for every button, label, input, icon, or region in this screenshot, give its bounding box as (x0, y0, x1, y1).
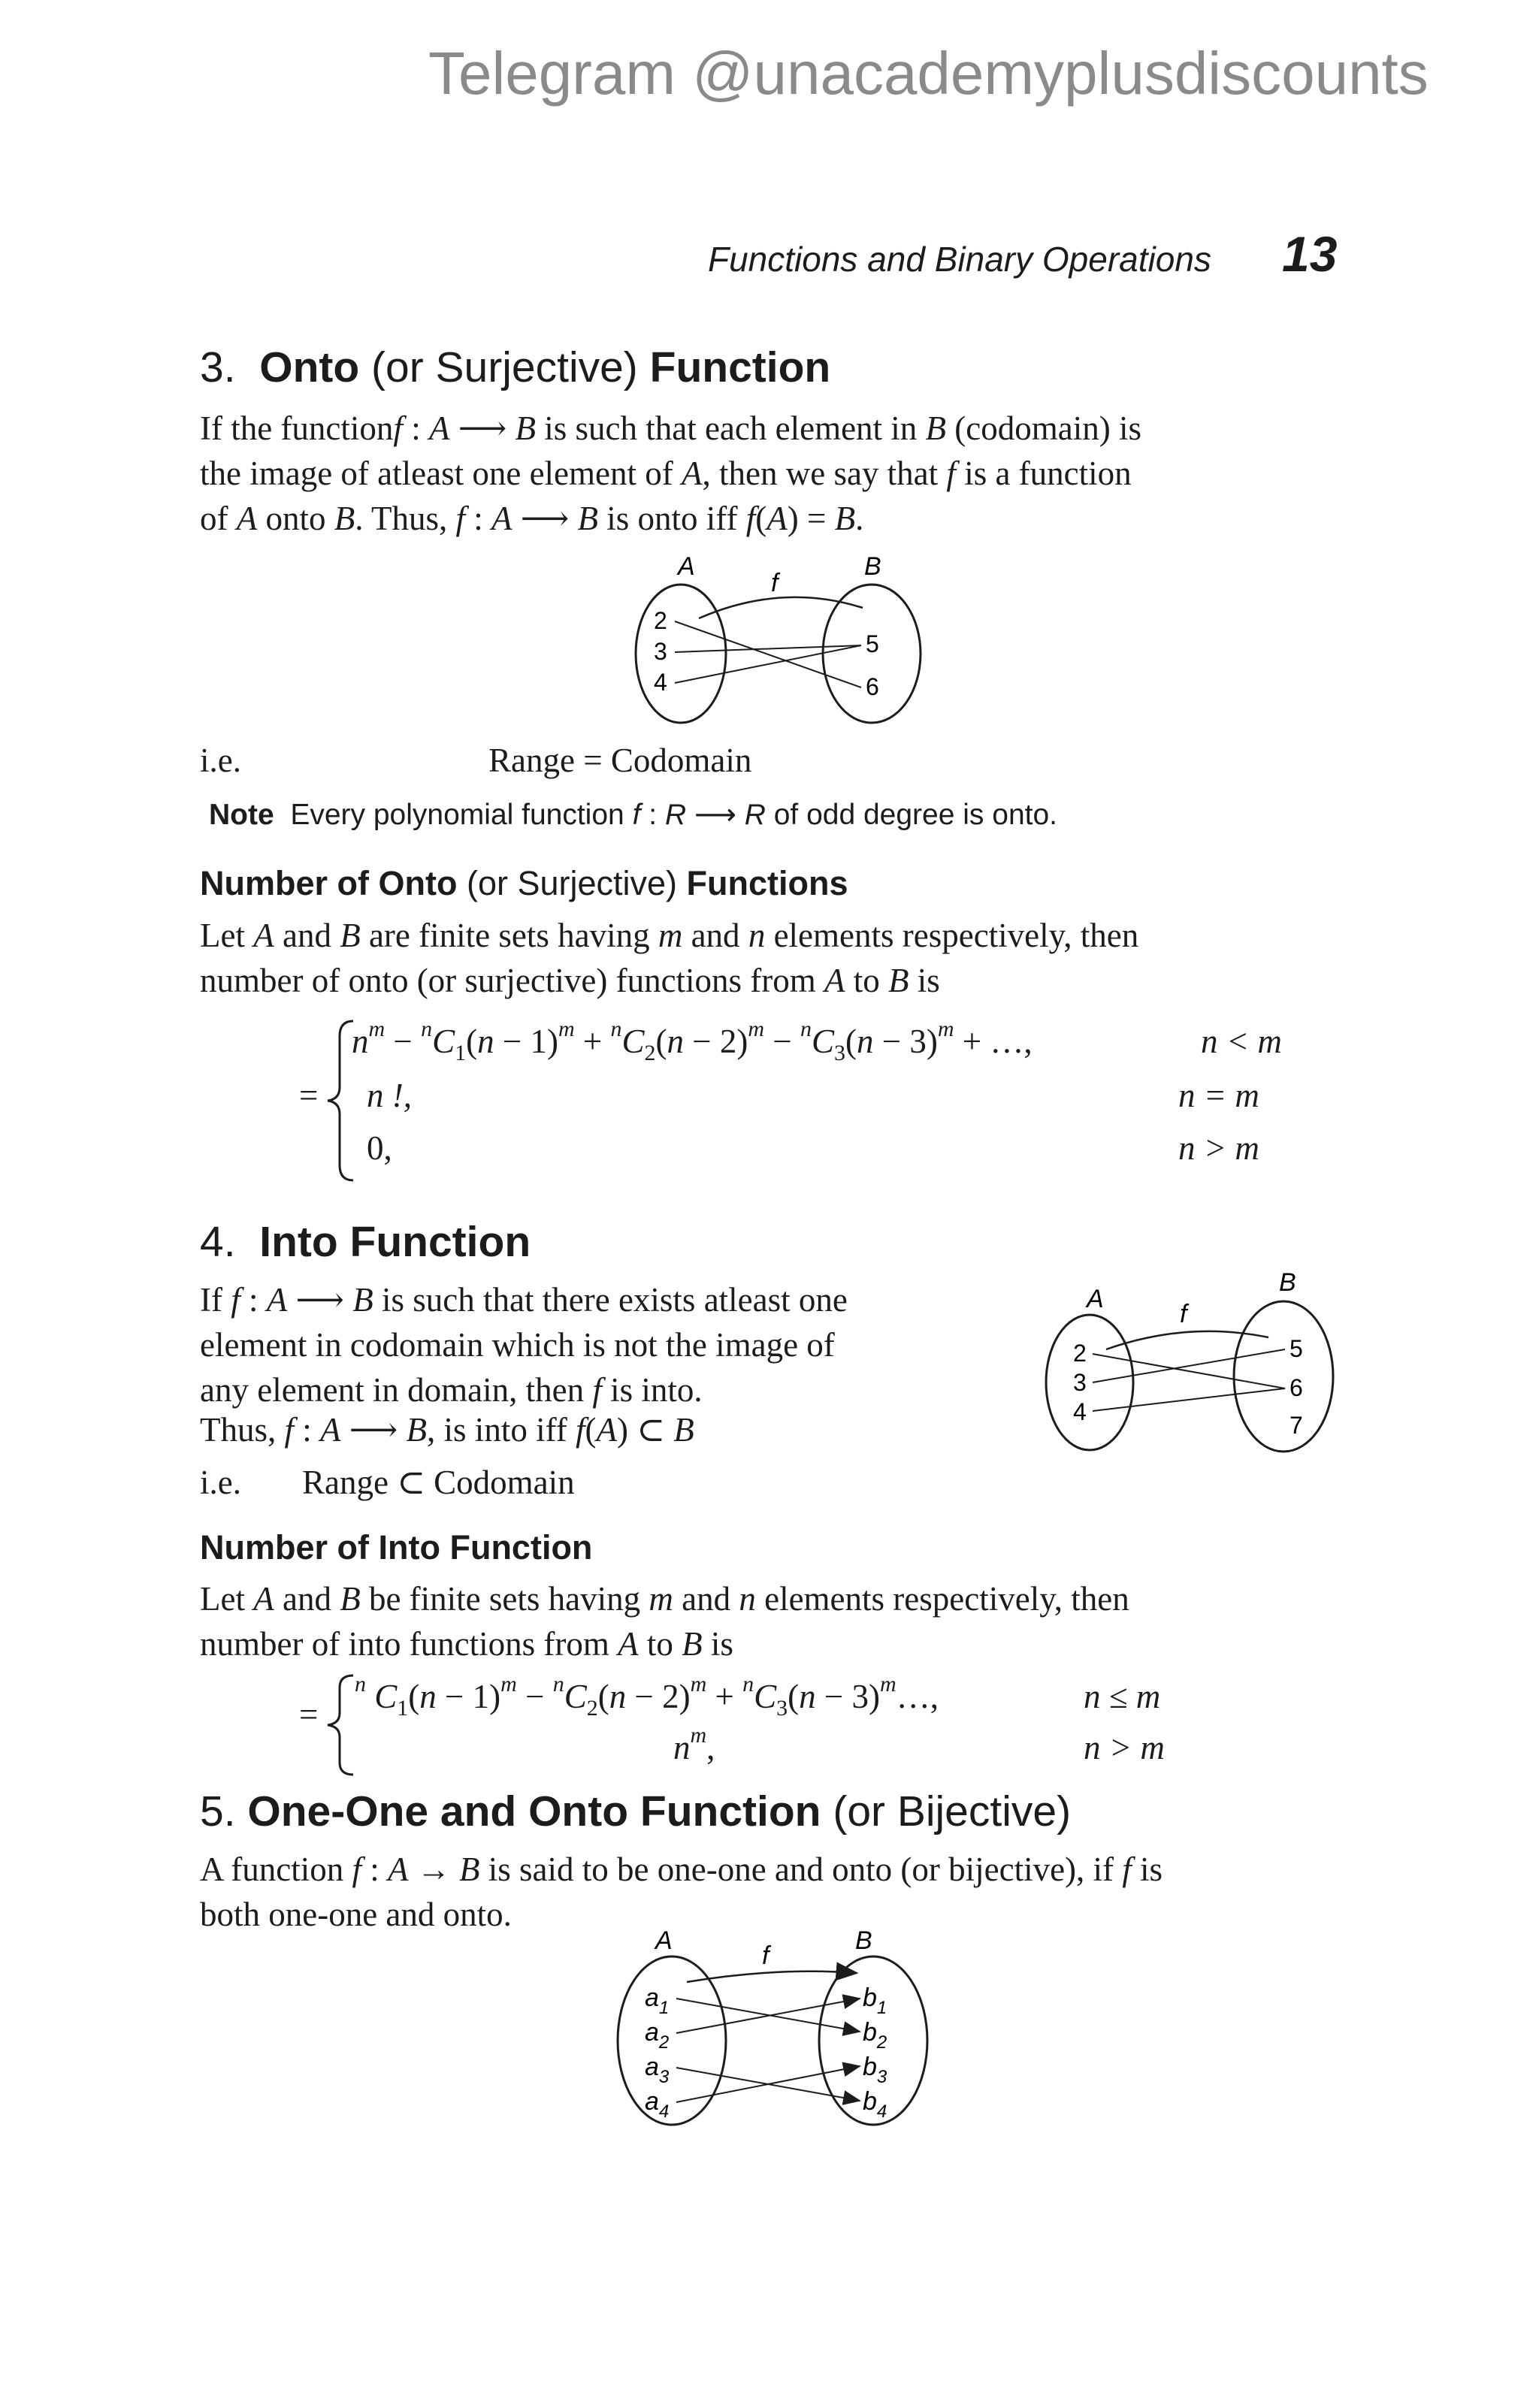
page-number: 13 (1282, 226, 1338, 282)
b-item: 7 (1290, 1412, 1303, 1439)
ie-label-2: i.e. (200, 1464, 241, 1501)
a-item: 2 (654, 607, 667, 634)
a-item: 4 (1073, 1398, 1087, 1425)
set-b-label: B (1279, 1268, 1296, 1297)
set-a-ellipse (1046, 1315, 1133, 1450)
a-item: $a_2$ (645, 2018, 670, 2053)
into-case-2-condition: n > m (1084, 1729, 1165, 1766)
set-a-label: A (678, 552, 695, 581)
onto-case-2: n !, (367, 1077, 412, 1114)
into-formula-case-2: $n^m$, (673, 1723, 715, 1766)
section-4-heading: 4. Into Function (200, 1218, 531, 1266)
mapping-line (1093, 1388, 1285, 1411)
function-label: f (1180, 1300, 1187, 1328)
set-b-label: B (864, 552, 881, 581)
onto-case-1-condition: n < m (1201, 1023, 1282, 1060)
mapping-line (1093, 1354, 1285, 1388)
range-subset-codomain: Range ⊂ Codomain (302, 1464, 575, 1501)
set-a-ellipse (636, 585, 726, 723)
note-label: Note (209, 799, 274, 831)
function-arrow (687, 1971, 857, 1982)
b-item: 5 (866, 630, 879, 657)
set-b-ellipse (1234, 1301, 1333, 1452)
set-b-label: B (855, 1926, 872, 1955)
set-a-ellipse (618, 1956, 726, 2125)
a-item: $a_4$ (645, 2087, 670, 2122)
set-a-label: A (1087, 1285, 1104, 1313)
a-item: 2 (1073, 1340, 1087, 1367)
onto-case-2-condition: n = m (1178, 1077, 1259, 1114)
section-5-paragraph: A function f : A → B is said to be one-one and onto (or bijective), if f is both one-one and onto. (200, 1851, 1163, 1933)
section-3-paragraph: If the functionf : A ⟶ B is such that each element in B (codomain) is the image of atleast one element of A, then we say that f is a function of A onto B. Thus, f : A ⟶ B is onto iff f(A) = B. (200, 409, 1141, 537)
onto-case-3-condition: n > m (1178, 1129, 1259, 1167)
into-formula-case-1: $^n$ $C_1(n - 1)^m - ^nC_2(n - 2)^m + ^nC_3(n$ − $3)^m\dots$, (355, 1672, 939, 1721)
onto-case-3: 0, (367, 1129, 392, 1167)
b-item: $b_4$ (863, 2087, 887, 2122)
bijective-mapping-diagram (606, 1920, 951, 2146)
onto-formula-case-1: $n^m - ^nC_1(n - 1)^m + ^nC_2(n - 2)^m - ^nC_3(n - 3)^m$ + …, (352, 1017, 1033, 1065)
into-formula-equals: = (299, 1696, 319, 1733)
range-equals-codomain: Range = Codomain (488, 742, 752, 779)
a-item: 3 (1073, 1369, 1087, 1396)
into-condition: Thus, f : A ⟶ B, is into iff f(A) ⊂ B (200, 1411, 694, 1449)
ie-label: i.e. (200, 742, 241, 779)
onto-formula-equals: = (299, 1077, 319, 1114)
into-count-paragraph: Let A and B be finite sets having m and n elements respectively, then number of into functions from A to B is (200, 1580, 1129, 1663)
b-item: 6 (1290, 1374, 1303, 1401)
watermark: Telegram @unacademyplusdiscounts (428, 40, 1429, 107)
a-item: 3 (654, 638, 667, 665)
a-item: 4 (654, 669, 667, 696)
mapping-line (1093, 1349, 1285, 1382)
onto-count-paragraph: Let A and B are finite sets having m and n elements respectively, then number of onto (or surjective) functions from A to B is (200, 917, 1139, 999)
note: Note Every polynomial function f : R ⟶ R of odd degree is onto. (209, 799, 1057, 831)
into-mapping-diagram (1045, 1268, 1360, 1464)
chapter-title: Functions and Binary Operations (708, 240, 1211, 279)
section-5-heading: 5. One-One and Onto Function (or Bijective) (200, 1787, 1072, 1835)
into-count-heading: Number of Into Function (200, 1528, 593, 1567)
section-3-heading: 3. Onto (or Surjective) Function (200, 343, 831, 391)
function-arrow (1106, 1331, 1268, 1349)
onto-mapping-diagram (624, 552, 939, 725)
function-label: f (771, 569, 779, 597)
set-a-label: A (655, 1926, 673, 1955)
b-item: $b_1$ (863, 1984, 887, 2018)
b-item: $b_3$ (863, 2053, 887, 2087)
a-item: $a_1$ (645, 1984, 670, 2018)
b-item: 6 (866, 673, 879, 700)
a-item: $a_3$ (645, 2053, 670, 2087)
b-item: 5 (1290, 1335, 1303, 1362)
into-case-1-condition: n ≤ m (1084, 1678, 1161, 1715)
section-4-paragraph: If f : A ⟶ B is such that there exists atleast one element in codomain which is not the image of any element in domain, then f is into. (200, 1281, 848, 1409)
b-item: $b_2$ (863, 2018, 887, 2053)
function-label: f (762, 1941, 770, 1970)
onto-count-heading: Number of Onto (or Surjective) Functions (200, 864, 848, 902)
function-arrow (699, 597, 863, 618)
